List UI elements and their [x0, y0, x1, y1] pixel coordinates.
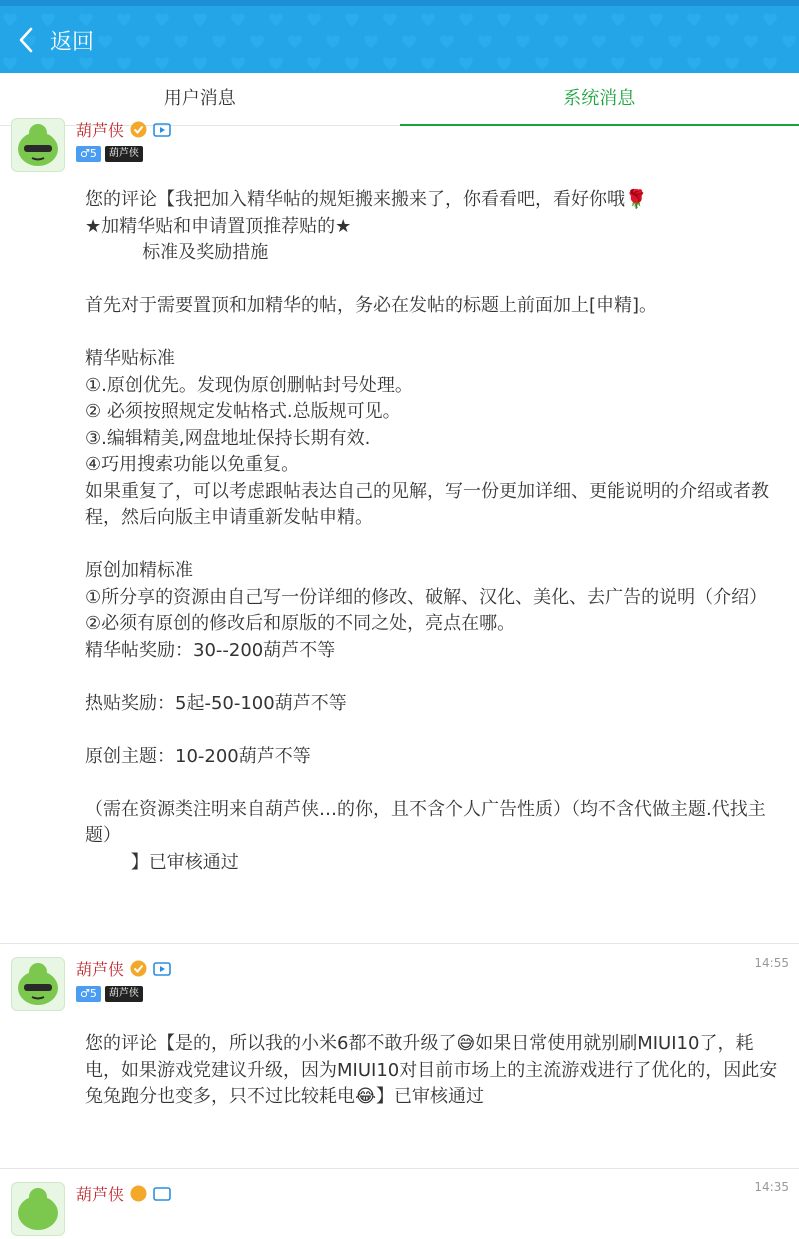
avatar[interactable]: [11, 1182, 65, 1236]
gourd-character-icon: [12, 1183, 64, 1235]
chevron-left-icon: [14, 25, 40, 55]
video-icon: [153, 962, 171, 976]
tab-system-messages[interactable]: 系统消息: [400, 73, 799, 125]
gourd-character-icon: [12, 958, 64, 1010]
gourd-character-icon: [12, 119, 64, 171]
author-name[interactable]: [76, 118, 171, 141]
grade-badge: 葫芦侠: [105, 986, 143, 1002]
verified-badge-icon: [130, 121, 147, 138]
author-name-text: 葫芦侠: [76, 957, 124, 980]
message-text: 您的评论【我把加入精华帖的规矩搬来搬来了，你看看吧，看好你哦🌹 ★加精华贴和申请置顶推荐贴的★ 标准及奖励措施 首先对于需要置顶和加精华的帖，务必在发帖的标题上前面加上[申精]。 精华贴标准 ①.原创优先。发现伪原创删帖封号处理。 ② 必须按照规定发帖格式.总版规可见。 ③.编辑精美,网盘地址保持长期有效. ④巧用搜索功能以免重复。 如果重复了，可以考虑跟帖表达自己的见解，写一份更加详细、更能说明的介绍或者教程，然后向版主申请重新发帖申精。 原创加精标准 ①所分享的资源由自己写一份详细的修改、破解、汉化、美化、去广告的说明（介绍） ②必须有原创的修改后和原版的不同之处，亮点在哪。 精华帖奖励：30--200葫芦不等 热贴奖励：5起-50-100葫芦不等 原创主题：10-200葫芦不等 （需在资源类注明来自葫芦侠…的你，且不含个人广告性质）（均不含代做主题.代找主题） 】已审核通过: [85, 187, 785, 876]
message-time: 14:55: [754, 956, 789, 970]
message-time: 14:35: [754, 1180, 789, 1194]
gender-level-badge: ♂5: [76, 146, 101, 162]
heart-pattern-decoration: [0, 6, 799, 73]
message-text: 您的评论【是的，所以我的小米6都不敢升级了😅如果日常使用就别刷MIUI10了，耗电，如果游戏党建议升级，因为MIUI10对目前市场上的主流游戏进行了优化的，因此安兔兔跑分也变多，只不过比较耗电😂】已审核通过: [85, 1031, 785, 1111]
message-feed[interactable]: [0, 126, 799, 1193]
user-badges: [76, 146, 143, 162]
top-bar: [0, 6, 799, 73]
grade-badge: 葫芦侠: [105, 146, 143, 162]
avatar[interactable]: [11, 957, 65, 1011]
video-icon: [153, 1187, 171, 1201]
tab-user-messages[interactable]: 用户消息: [0, 73, 400, 125]
divider: [0, 1168, 799, 1169]
gender-level-badge: ♂5: [76, 986, 101, 1002]
verified-badge-icon: [130, 1185, 147, 1202]
divider: [0, 943, 799, 944]
author-name[interactable]: [76, 1182, 171, 1205]
back-button[interactable]: [14, 22, 94, 58]
video-icon: [153, 123, 171, 137]
author-name-text: 葫芦侠: [76, 1182, 124, 1205]
author-name-text: 葫芦侠: [76, 118, 124, 141]
avatar[interactable]: [11, 118, 65, 172]
user-badges: [76, 986, 143, 1002]
verified-badge-icon: [130, 960, 147, 977]
author-name[interactable]: [76, 957, 171, 980]
back-label: 返回: [50, 25, 94, 56]
